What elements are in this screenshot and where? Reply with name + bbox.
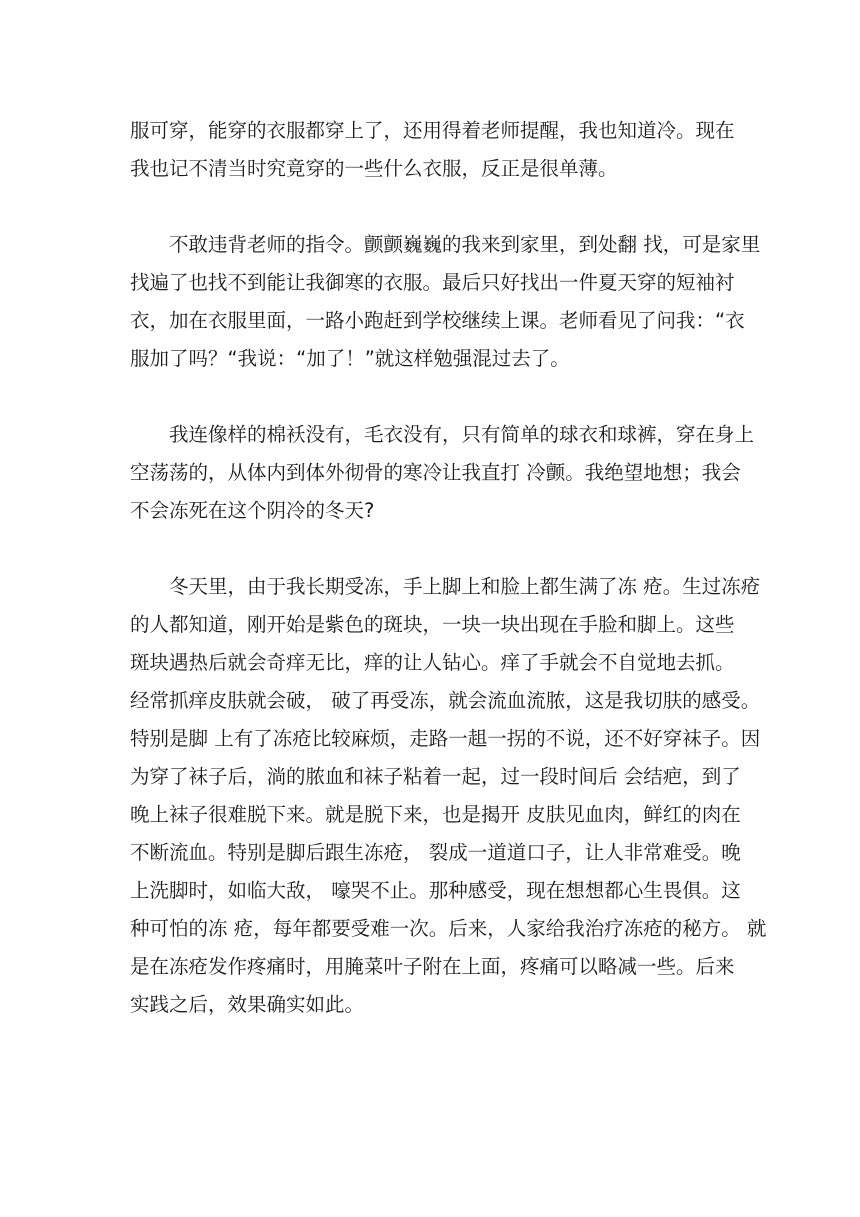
text-line: 我连像样的棉袄没有，毛衣没有，只有简单的球衣和球裤，穿在身上 bbox=[130, 423, 755, 446]
text-line: 实践之后，效果确实如此。 bbox=[130, 993, 365, 1016]
document-body bbox=[130, 112, 767, 1062]
text-line: 冬天里，由于我长期受冻，手上脚上和脸上都生满了冻 疮。生过冻疮 bbox=[130, 575, 761, 598]
paragraph-2 bbox=[130, 226, 761, 378]
paragraph-1 bbox=[130, 112, 735, 188]
text-line: 服可穿，能穿的衣服都穿上了，还用得着老师提醒，我也知道冷。现在 bbox=[130, 119, 735, 142]
text-line: 上洗脚时，如临大敌， 嚎哭不止。那种感受，现在想想都心生畏俱。这 bbox=[130, 879, 741, 902]
text-line: 我也记不清当时究竟穿的一些什么衣服，反正是很单薄。 bbox=[130, 157, 618, 180]
text-line: 是在冻疮发作疼痛时，用腌菜叶子附在上面，疼痛可以略减一些。后来 bbox=[130, 955, 735, 978]
text-line: 为穿了袜子后，淌的脓血和袜子粘着一起，过一段时间后 会结疤，到了 bbox=[130, 765, 741, 788]
text-line: 经常抓痒皮肤就会破， 破了再受冻，就会流血流脓，这是我切肤的感受。 bbox=[130, 689, 761, 712]
text-line: 不断流血。特别是脚后跟生冻疮， 裂成一道道口子，让人非常难受。晚 bbox=[130, 841, 741, 864]
text-line: 空荡荡的，从体内到体外彻骨的寒冷让我直打 冷颤。我绝望地想；我会 bbox=[130, 461, 741, 484]
text-line: 不会冻死在这个阴冷的冬天? bbox=[130, 499, 375, 522]
text-line: 晚上袜子很难脱下来。就是脱下来，也是揭开 皮肤见血肉，鲜红的肉在 bbox=[130, 803, 741, 826]
text-line: 的人都知道，刚开始是紫色的斑块，一块一块出现在手脸和脚上。这些 bbox=[130, 613, 735, 636]
text-line: 种可怕的冻 疮，每年都要受难一次。后来，人家给我治疗冻疮的秘方。 就 bbox=[130, 917, 767, 940]
paragraph-3 bbox=[130, 416, 755, 530]
text-line: 不敢违背老师的指令。颤颤巍巍的我来到家里，到处翻 找，可是家里 bbox=[130, 233, 761, 256]
text-line: 衣，加在衣服里面，一路小跑赶到学校继续上课。老师看见了问我：“衣 bbox=[130, 309, 745, 332]
text-line: 斑块遇热后就会奇痒无比，痒的让人钻心。痒了手就会不自觉地去抓。 bbox=[130, 651, 735, 674]
text-line: 特别是脚 上有了冻疮比较麻烦，走路一趄一拐的不说，还不好穿袜子。因 bbox=[130, 727, 761, 750]
paragraph-4 bbox=[130, 568, 767, 1024]
text-line: 找遍了也找不到能让我御寒的衣服。最后只好找出一件夏天穿的短袖衬 bbox=[130, 271, 735, 294]
text-line: 服加了吗？“我说：“加了！”就这样勉强混过去了。 bbox=[130, 347, 570, 370]
